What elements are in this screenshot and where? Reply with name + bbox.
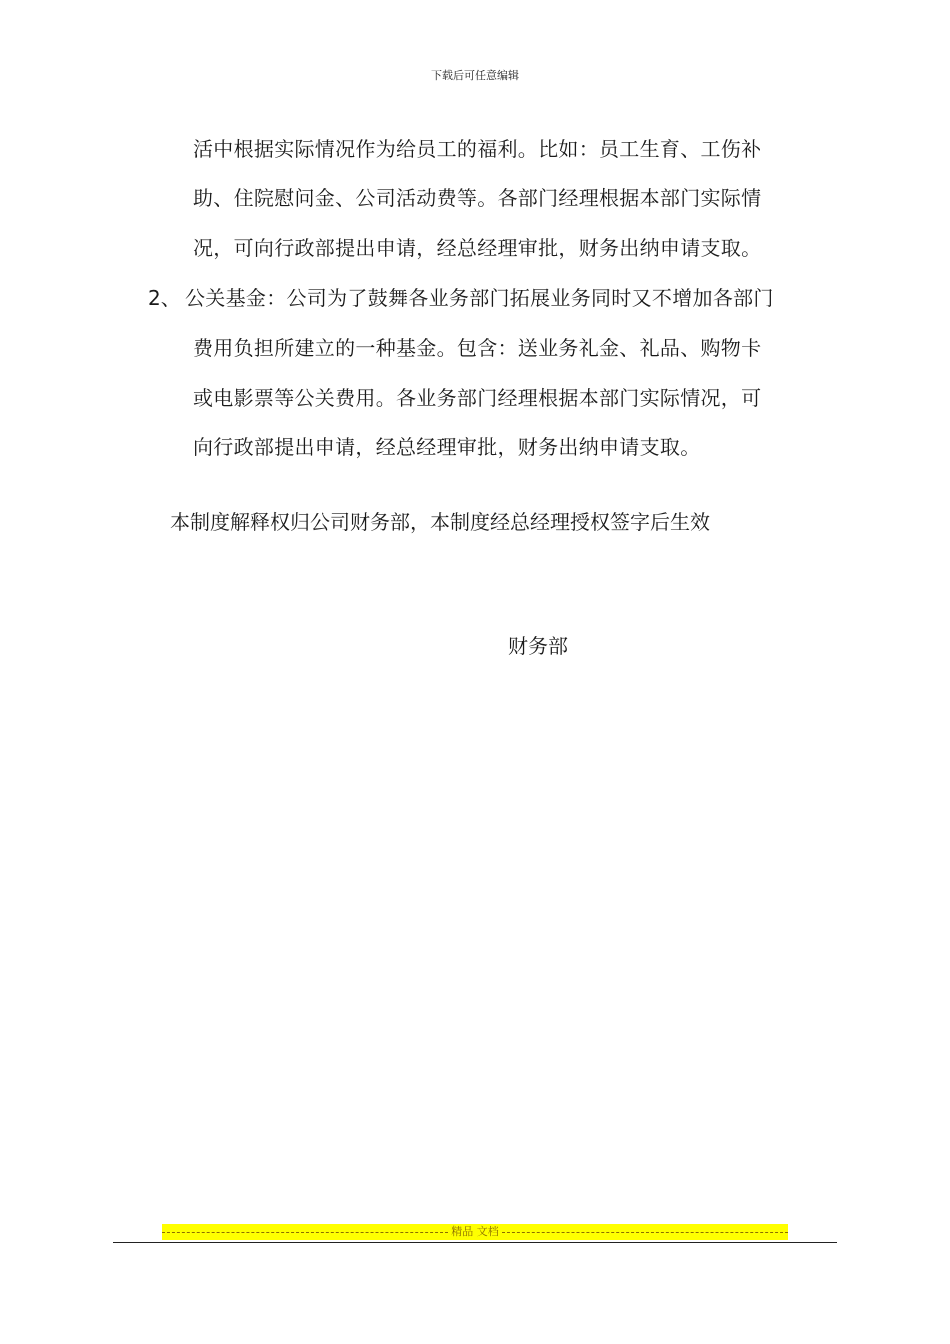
policy-statement: 本制度解释权归公司财务部，本制度经总经理授权签字后生效: [170, 510, 710, 534]
list-item-number: 2、: [148, 286, 181, 310]
paragraph-line: 向行政部提出申请，经总经理审批，财务出纳申请支取。: [193, 435, 701, 459]
footer-label: 精品 文档: [451, 1225, 499, 1238]
paragraph-line: 或电影票等公关费用。各业务部门经理根据本部门实际情况，可: [193, 386, 762, 410]
footer-dash-right: [502, 1232, 788, 1234]
page-header-note: 下载后可任意编辑: [431, 69, 519, 82]
paragraph-line: 助、住院慰问金、公司活动费等。各部门经理根据本部门实际情: [193, 186, 762, 210]
paragraph-line: 公关基金：公司为了鼓舞各业务部门拓展业务同时又不增加各部门: [185, 286, 774, 310]
paragraph-line: 费用负担所建立的一种基金。包含：送业务礼金、礼品、购物卡: [193, 336, 762, 360]
department-signature: 财务部: [508, 634, 568, 658]
paragraph-line: 况，可向行政部提出申请，经总经理审批，财务出纳申请支取。: [193, 236, 762, 260]
footer-dash-left: [162, 1232, 448, 1234]
paragraph-line: 活中根据实际情况作为给员工的福利。比如：员工生育、工伤补: [193, 137, 762, 161]
footer-rule: [113, 1242, 837, 1243]
footer-banner: [162, 1224, 788, 1240]
